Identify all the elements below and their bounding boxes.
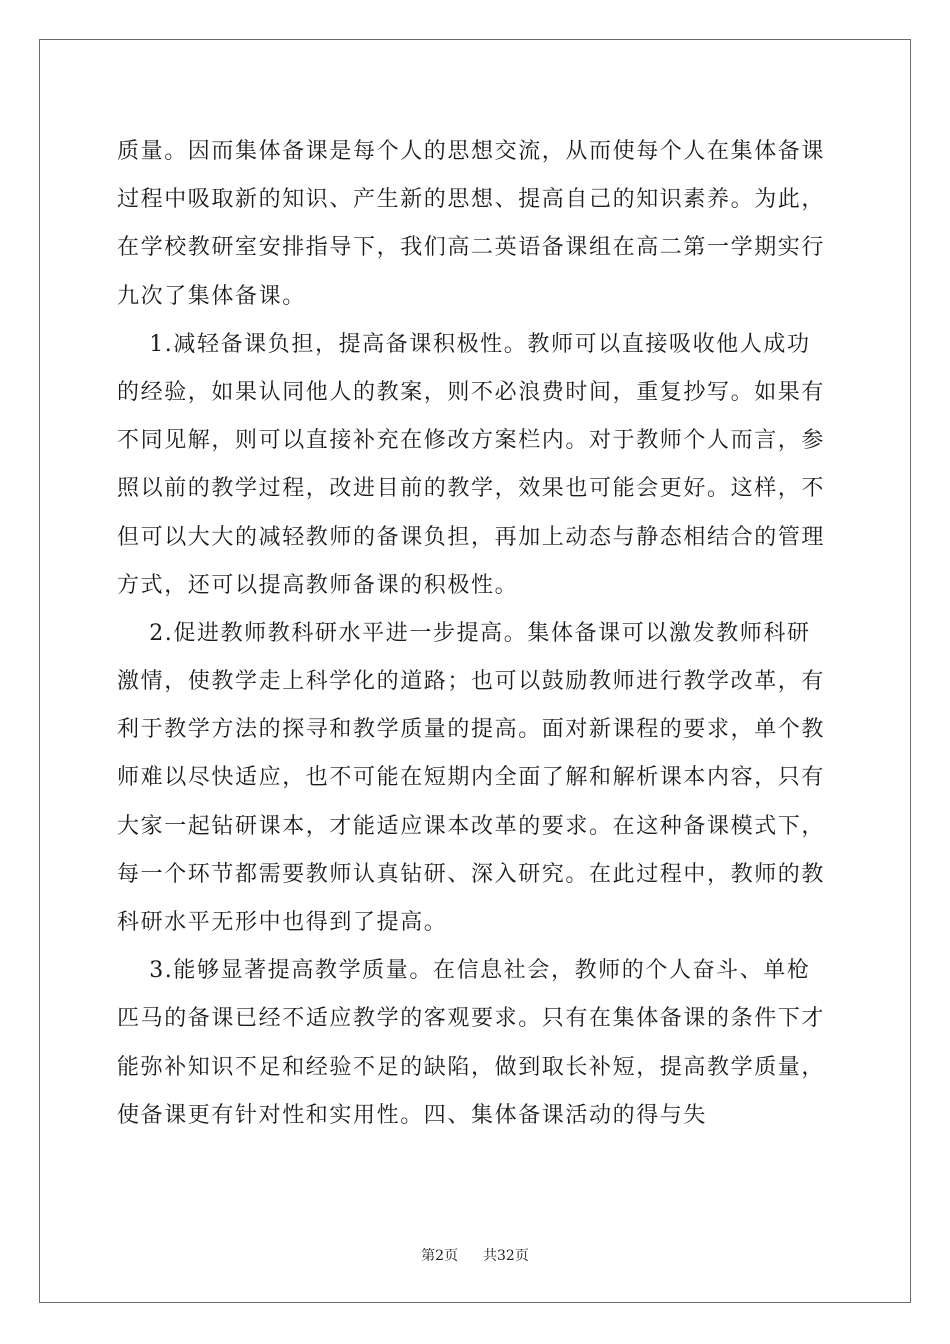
text-line: 大家一起钻研课本，才能适应课本改革的要求。在这种备课模式下， xyxy=(117,813,826,839)
text-line: 九次了集体备课。 xyxy=(117,283,306,309)
text-line: 师难以尽快适应，也不可能在短期内全面了解和解析课本内容，只有 xyxy=(117,765,826,791)
text-line: 过程中吸取新的知识、产生新的思想、提高自己的知识素养。为此， xyxy=(117,187,826,213)
text-line: 使备课更有针对性和实用性。四、集体备课活动的得与失 xyxy=(117,1102,708,1128)
page-number: 第2页 xyxy=(421,1248,459,1264)
text-line: 在学校教研室安排指导下，我们高二英语备课组在高二第一学期实行 xyxy=(117,235,826,261)
text-line: 质量。因而集体备课是每个人的思想交流，从而使每个人在集体备课 xyxy=(117,139,826,164)
text-line: 照以前的教学过程，改进目前的教学，效果也可能会更好。这样，不 xyxy=(117,476,826,502)
text-line: 利于教学方法的探寻和教学质量的提高。面对新课程的要求，单个教 xyxy=(117,717,826,743)
text-line: 每一个环节都需要教师认真钻研、深入研究。在此过程中，教师的教 xyxy=(117,861,826,887)
text-line: 1.减轻备课负担，提高备课积极性。教师可以直接吸收他人成功 xyxy=(117,331,811,357)
page-total: 共32页 xyxy=(483,1248,529,1264)
text-line: 能弥补知识不足和经验不足的缺陷，做到取长补短，提高教学质量， xyxy=(117,1054,826,1080)
page-footer xyxy=(0,1245,950,1265)
text-line: 匹马的备课已经不适应教学的客观要求。只有在集体备课的条件下才 xyxy=(117,1006,826,1032)
text-line: 2.促进教师教科研水平进一步提高。集体备课可以激发教师科研 xyxy=(117,620,811,646)
text-line: 的经验，如果认同他人的教案，则不必浪费时间，重复抄写。如果有 xyxy=(117,379,826,405)
document-body xyxy=(117,128,833,1140)
text-line: 不同见解，则可以直接补充在修改方案栏内。对于教师个人而言，参 xyxy=(117,428,826,454)
text-line: 3.能够显著提高教学质量。在信息社会，教师的个人奋斗、单枪 xyxy=(117,958,811,984)
text-line: 科研水平无形中也得到了提高。 xyxy=(117,910,448,935)
text-line: 方式，还可以提高教师备课的积极性。 xyxy=(117,572,519,598)
text-line: 但可以大大的减轻教师的备课负担，再加上动态与静态相结合的管理 xyxy=(117,524,826,550)
text-line: 激情，使教学走上科学化的道路；也可以鼓励教师进行教学改革，有 xyxy=(117,669,826,695)
